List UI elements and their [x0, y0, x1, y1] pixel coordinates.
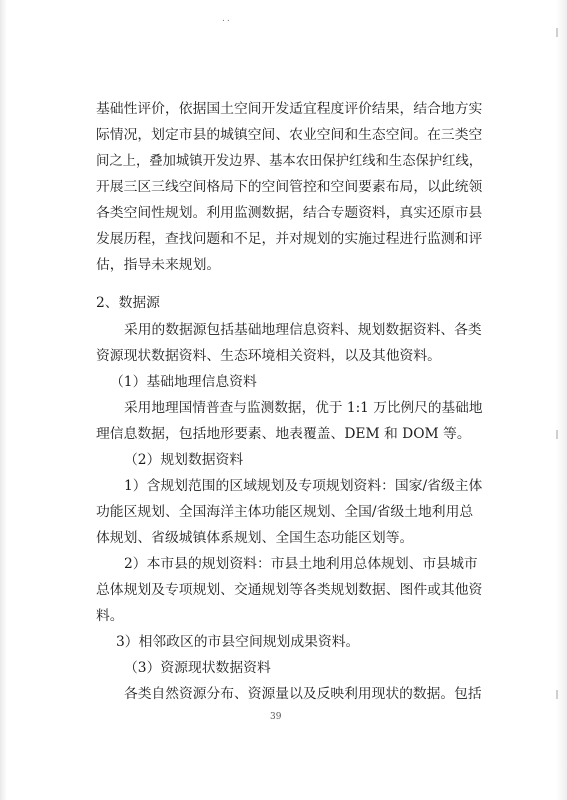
- text-line: 基础性评价，依据国土空间开发适宜程度评价结果，结合地方实: [96, 101, 483, 117]
- header-mark: ..: [222, 14, 232, 24]
- section-heading: 2、数据源: [96, 295, 160, 311]
- text-line: 各类空间性规划。利用监测数据，结合专题资料，真实还原市县: [96, 205, 483, 221]
- text-line: 3）相邻政区的市县空间规划成果资料。: [116, 634, 360, 650]
- subsection-heading: （1）基础地理信息资料: [110, 374, 257, 390]
- text-line: 总体规划及专项规划、交通规划等各类规划数据、图件或其他资: [96, 582, 483, 598]
- text-line: 料。: [96, 608, 124, 624]
- text-line: 资源现状数据资料、生态环境相关资料，以及其他资料。: [96, 348, 441, 364]
- text-line: 开展三区三线空间格局下的空间管控和空间要素布局，以此统领: [96, 179, 483, 195]
- text-line: 发展历程，查找问题和不足，并对规划的实施过程进行监测和评: [96, 231, 483, 247]
- text-line: 采用的数据源包括基础地理信息资料、规划数据资料、各类: [124, 322, 482, 338]
- text-line: 估，指导未来规划。: [96, 257, 221, 273]
- text-line: 体规划、省级城镇体系规划、全国生态功能区划等。: [96, 530, 414, 546]
- text-line: 间之上，叠加城镇开发边界、基本农田保护红线和生态保护红线，: [96, 153, 483, 169]
- text-line: 2）本市县的规划资料：市县土地利用总体规划、市县城市: [124, 556, 478, 572]
- text-line: 采用地理国情普查与监测数据，优于 1:1 万比例尺的基础地: [124, 400, 483, 416]
- subsection-heading: （2）规划数据资料: [124, 452, 244, 468]
- text-line: 功能区规划、全国海洋主体功能区规划、全国/省级土地利用总: [96, 504, 474, 520]
- text-line: 际情况，划定市县的城镇空间、农业空间和生态空间。在三类空: [96, 127, 483, 143]
- text-line: 理信息数据，包括地形要素、地表覆盖、DEM 和 DOM 等。: [96, 426, 471, 442]
- text-line: 1）含规划范围的区域规划及专项规划资料：国家/省级主体: [124, 478, 483, 494]
- scan-edge-mark: [556, 430, 558, 439]
- text-line: 各类自然资源分布、资源量以及反映利用现状的数据。包括: [124, 686, 482, 702]
- page-number: 39: [270, 712, 282, 722]
- subsection-heading: （3）资源现状数据资料: [124, 660, 271, 676]
- scan-edge-mark: [556, 28, 558, 37]
- scan-edge-mark: [556, 690, 558, 699]
